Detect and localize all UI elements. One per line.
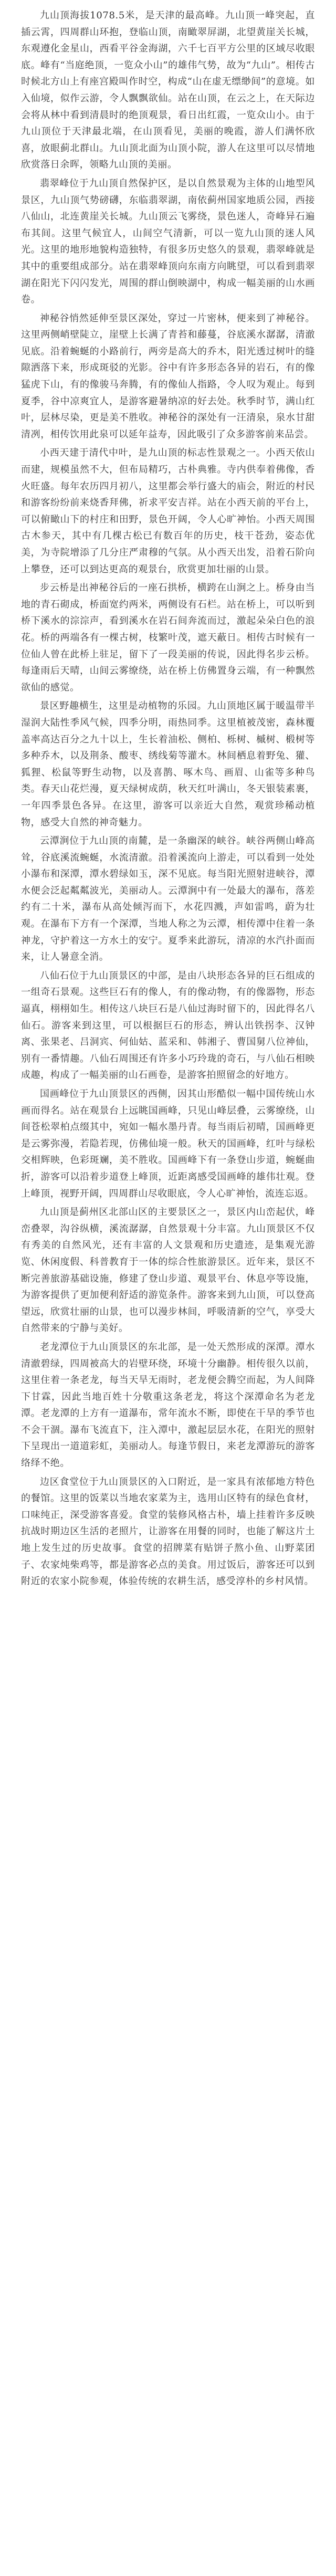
paragraph-old-dragon-pool: 老龙潭位于九山顶景区的东北部，是一处天然形成的深潭。潭水清澈碧绿，四周被高大的岩壁环绕，环境十分幽静。相传很久以前，这里住着一条老龙，每当天旱无雨时，老龙便会腾空而起，为人间降下甘霖，因此当地百姓十分敬重这条老龙，将这个深潭命名为老龙潭。老龙潭的上方有一道瀑布，常年流水不断，即使在干旱的季节也不会干涸。瀑布飞流直下，注入潭中，激起层层水花，在阳光的照射下呈现出一道道彩虹，美丽动人。每逢节假日，来老龙潭游玩的游客络绎不绝。 bbox=[21, 1341, 315, 1469]
paragraph-little-west-heaven: 小西天建于清代中叶，是九山顶的标志性景观之一。小西天依山而建，规模虽然不大，但布局精巧，古朴典雅。寺内供奉着佛像，香火旺盛。每年农历四月初八，这里都会举行盛大的庙会，附近的村民和游客纷纷前来烧香拜佛，祈求平安吉祥。站在小西天前的平台上，可以俯瞰山下的村庄和田野，景色开阔，令人心旷神怡。小西天周围古木参天，其中有几棵古松已有数百年的历史，枝干苍劲，姿态优美，为寺院增添了几分庄严肃穆的气氛。从小西天出发，沿着石阶向上攀登，还可以到达更高的观景台，欣赏更加壮丽的山景。 bbox=[21, 447, 315, 575]
paragraph-wildlife: 景区野趣横生，这里是动植物的乐园。九山顶地区属于暖温带半湿润大陆性季风气候，四季分明，雨热同季。这里植被茂密，森林覆盖率高达百分之九十以上，生长着油松、侧柏、栎树、槭树、椴树等多种乔木，以及荆条、酸枣、绣线菊等灌木。林间栖息着野兔、獾、狐狸、松鼠等野生动物，以及喜鹊、啄木鸟、画眉、山雀等多种鸟类。春天山花烂漫，夏天绿树成荫，秋天红叶满山，冬天银装素裹，一年四季景色各异。在这里，游客可以亲近大自然，观赏珍稀动植物，感受大自然的神奇魅力。 bbox=[21, 700, 315, 828]
paragraph-summit-intro: 九山顶海拔1078.5米，是天津的最高峰。九山顶一峰突起，直插云霄，四周群山环抱，登临山顶，南瞰翠屏湖，北望黄崖关长城，东观遵化金星山，西看平谷金海湖，六千七百平方公里的区域尽收眼底。峰有“当庭绝顶，一览众小山”的雄伟气势，故为“九山”。相传古时候北方山上有座宫殿叫作时空，构成“山在虚无缥缈间”的意境。如入仙境，似作云游，令人飘飘欲仙。站在山顶，在云之上，在天际边会将从林中看到清晨时的绝顶观景，看日出红霞，一览众山小。由于九山顶位于天津最北端，在山顶看见，美丽的晚霞，游人们满怀欣喜，放眼蓟北群山。九山顶北面为山顶小院，游人在这里可以尽情地欣赏落日余晖，领略九山顶的美丽。 bbox=[21, 10, 316, 171]
paragraph-mystery-valley: 神秘谷悄然延伸至景区深处，穿过一片密林，便来到了神秘谷。这里两侧峭壁陡立，崖壁上长满了青苔和藤蔓，谷底溪水潺潺，清澈见底。沿着蜿蜒的小路前行，两旁是高大的乔木，阳光透过树叶的缝隙洒落下来，形成斑驳的光影。谷中有许多形态各异的岩石，有的像猛虎下山，有的像骏马奔腾，有的像仙人指路，令人叹为观止。每到夏季，谷中凉爽宜人，是游客避暑纳凉的好去处。秋季时节，满山红叶，层林尽染，更是美不胜收。神秘谷的深处有一汪清泉，泉水甘甜清冽，相传饮用此泉可以延年益寿，因此吸引了众多游客前来品尝。 bbox=[21, 312, 315, 440]
paragraph-cloud-pool-gorge: 云潭涧位于九山顶的南麓，是一条幽深的峡谷。峡谷两侧山峰高耸，谷底溪流蜿蜒，水流清澈。沿着溪流向上游走，可以看到一处处小瀑布和深潭，潭水碧绿如玉，深不见底。每当阳光照射进峡谷，潭水便会泛起粼粼波光，美丽动人。云潭涧中有一处最大的瀑布，落差约有二十米，瀑布从高处倾泻而下，水花四溅，声如雷鸣，蔚为壮观。在瀑布下方有一个深潭，当地人称之为云潭，相传潭中住着一条神龙，守护着这一方水土的安宁。夏季来此游玩，清凉的水汽扑面而来，让人暑意全消。 bbox=[21, 835, 315, 963]
paragraph-border-canteen: 边区食堂位于九山顶景区的入口附近，是一家具有浓郁地方特色的餐馆。这里的饭菜以当地农家菜为主，选用山区特有的绿色食材，口味纯正，深受游客喜爱。食堂的装修风格古朴，墙上挂着许多反映抗战时期边区生活的老照片，让游客在用餐的同时，也能了解这片土地上发生过的历史故事。食堂的招牌菜有贴饼子熬小鱼、山野菜团子、农家炖柴鸡等，都是游客必点的美食。用过饭后，游客还可以到附近的农家小院参观，体验传统的农耕生活，感受淳朴的乡村风情。 bbox=[21, 1476, 315, 1587]
paragraph-eight-immortals-rock: 八仙石位于九山顶景区的中部，是由八块形态各异的巨石组成的一组奇石景观。这些巨石有的像人，有的像动物，有的像器物，形态逼真，栩栩如生。相传这八块巨石是八仙过海时留下的，因此得名八仙石。游客来到这里，可以根据巨石的形态，辨认出铁拐李、汉钟离、张果老、吕洞宾、何仙姑、蓝采和、韩湘子、曹国舅八位神仙，别有一番情趣。八仙石周围还有许多小巧玲珑的奇石，与八仙石相映成趣，构成了一幅美丽的山石画卷，是游客拍照留念的好地方。 bbox=[21, 970, 315, 1081]
paragraph-scenic-area-overview: 九山顶是蓟州区北部山区的主要景区之一，景区内山峦起伏，峰峦叠翠，沟谷纵横，溪流潺潺，自然景观十分丰富。九山顶景区不仅有秀美的自然风光，还有丰富的人文景观和历史遗迹，是集观光游览、休闲度假、科普教育于一体的综合性旅游景区。近年来，景区不断完善旅游基础设施，修建了登山步道、观景平台、休息亭等设施，为游客提供了更加便利舒适的游览条件。游客来到九山顶，可以登高望远，欣赏壮丽的山景，也可以漫步林间，呼吸清新的空气，享受大自然带来的宁静与美好。 bbox=[21, 1207, 315, 1334]
paragraph-painting-peak: 国画峰位于九山顶景区的西侧，因其山形酷似一幅中国传统山水画而得名。站在观景台上远眺国画峰，只见山峰层叠，云雾缭绕，山间苍松翠柏点缀其中，宛如一幅水墨丹青。每当雨后初晴，国画峰更是云雾弥漫，若隐若现，仿佛仙境一般。秋天的国画峰，红叶与绿松交相辉映，色彩斑斓，美不胜收。国画峰下有一条登山步道，蜿蜒曲折，游客可以沿着步道登上峰顶，近距离感受国画峰的雄伟壮观。登上峰顶，视野开阔，四周群山尽收眼底，令人心旷神怡，流连忘返。 bbox=[21, 1088, 315, 1199]
paragraph-cloud-bridge: 步云桥是出神秘谷后的一座石拱桥，横跨在山涧之上。桥身由当地的青石砌成，桥面宽约两米，两侧设有石栏。站在桥上，可以听到桥下溪水的淙淙声，看到溪水在岩石间奔流而过，激起朵朵白色的浪花。桥的两端各有一棵古树，枝繁叶茂，遮天蔽日。相传古时候有一位仙人曾在此桥上驻足，留下了一段美丽的传说，因此得名步云桥。每逢雨后天晴，山间云雾缭绕，站在桥上仿佛置身云端，有一种飘然欲仙的感觉。 bbox=[21, 582, 315, 693]
paragraph-emerald-peak: 翡翠峰位于九山顶自然保护区，是以自然景观为主体的山地型风景区，九山顶气势磅礴，东临翡翠湖，南依蓟州国家地质公园，西接八仙山，北连黄崖关长城。九山顶云飞雾绕，景色迷人，奇峰异石遍布其间。这里气候宜人，山间空气清新，可以一览九山顶的迷人风光。这里的地形地貌构造独特，有很多历史悠久的景观，翡翠峰就是其中的重要组成部分。站在翡翠峰顶向东南方向眺望，可以看到翡翠湖在阳光下闪闪发光，周围的群山倒映湖中，构成一幅美丽的山水画卷。 bbox=[21, 177, 315, 306]
